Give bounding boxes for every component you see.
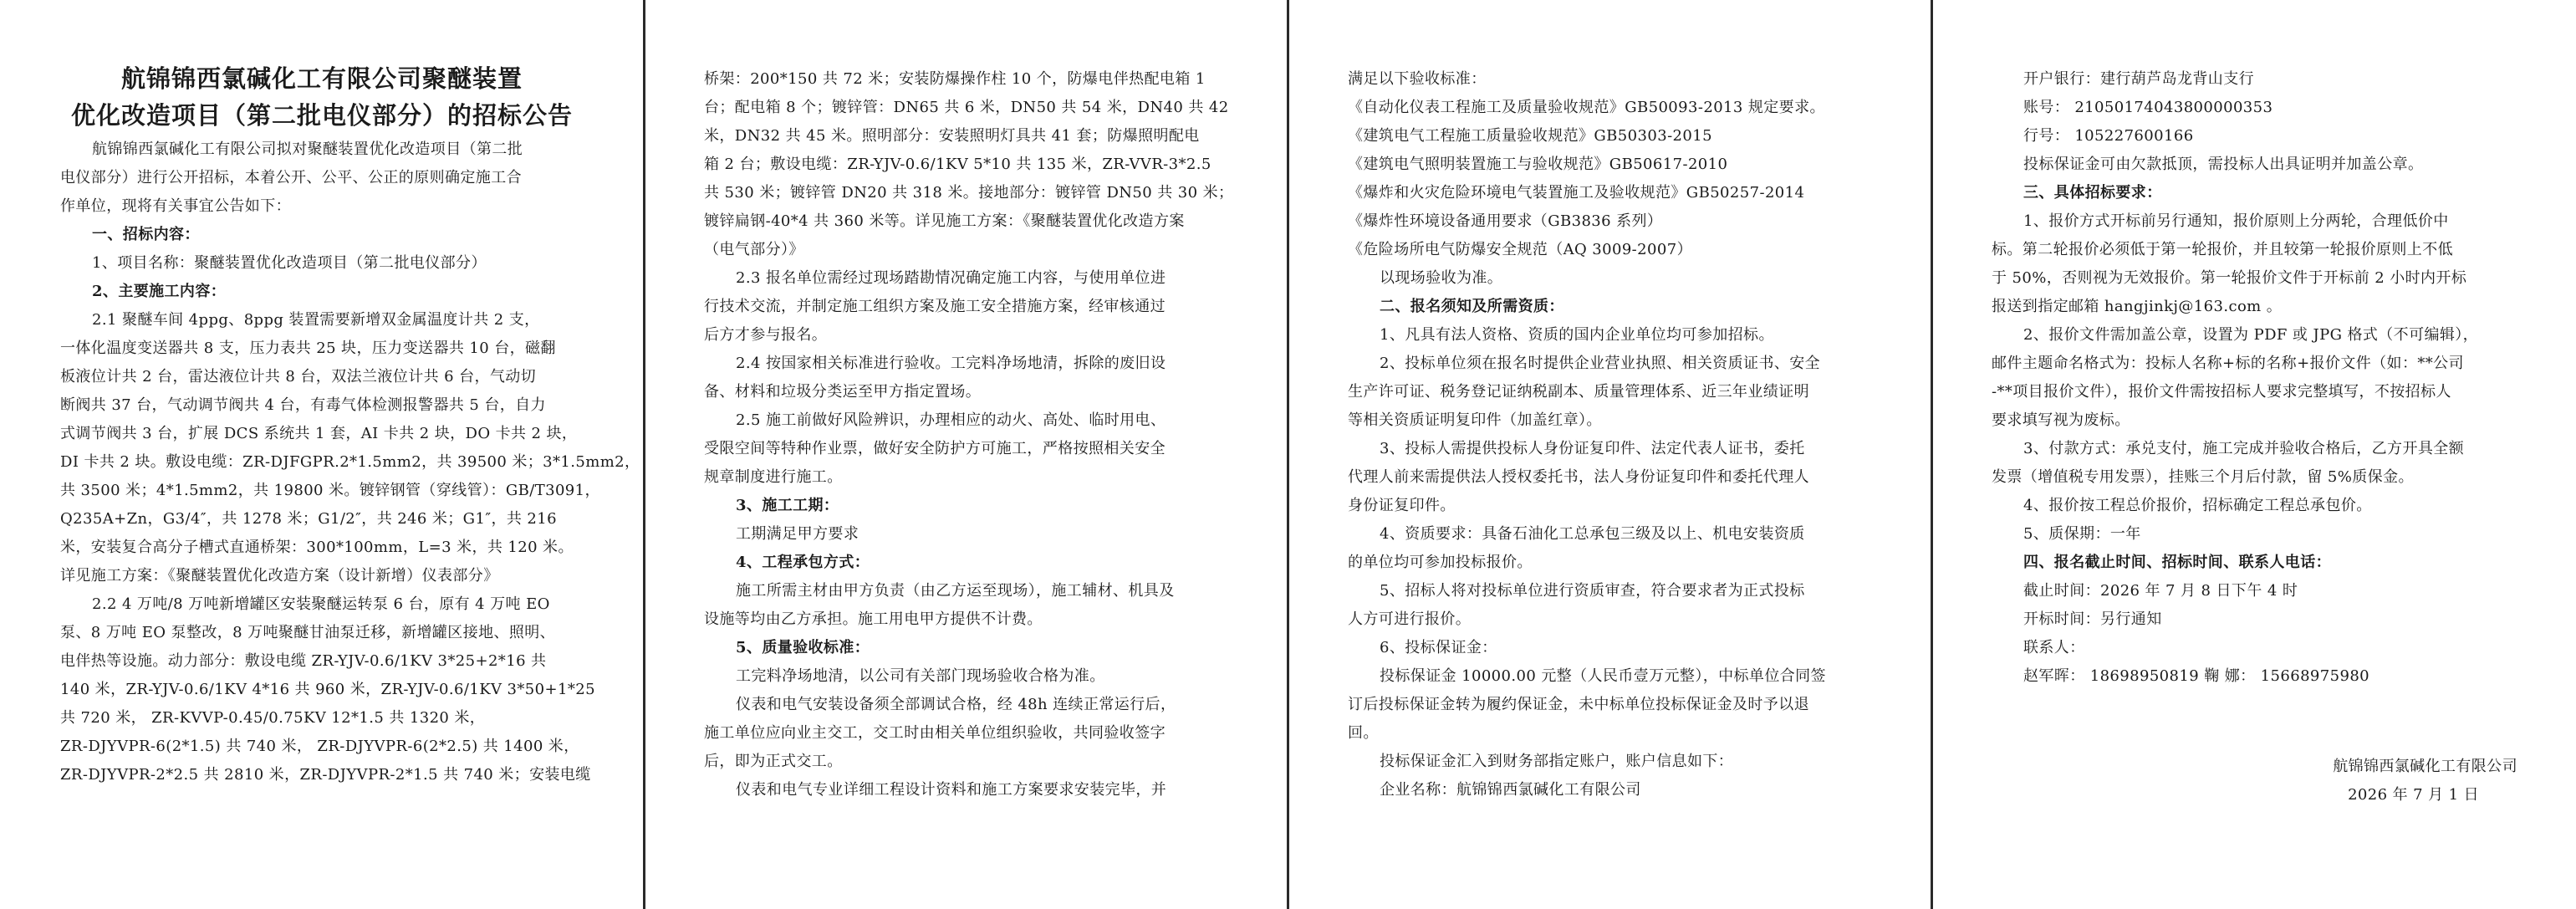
text-line: 板液位计共 2 台，雷达液位计共 8 台，双法兰液位计共 6 台，气动切 <box>60 368 537 386</box>
text-line: 航锦锦西氯碱化工有限公司拟对聚醚装置优化改造项目（第二批 <box>92 140 523 158</box>
signature-date: 2026 年 7 月 1 日 <box>2348 786 2479 804</box>
text-line: ZR-DJYVPR-2*2.5 共 2810 米，ZR-DJYVPR-2*1.5 共 740 米；安装电缆 <box>60 766 591 784</box>
text-line: 电仪部分）进行公开招标，本着公开、公平、公正的原则确定施工合 <box>60 169 522 186</box>
text-line: 140 米，ZR-YJV-0.6/1KV 4*16 共 960 米，ZR-YJV-0.6/1KV 3*50+1*25 <box>60 681 595 698</box>
signature-block <box>1931 753 2576 809</box>
text-line: 1、凡具有法人资格、资质的国内企业单位均可参加招标。 <box>1380 326 1774 344</box>
text-line: 工完料净场地清，以公司有关部门现场验收合格为准。 <box>736 667 1105 685</box>
text-line: 共 3500 米；4*1.5mm2，共 19800 米。镀锌钢管（穿线管）：GB/T3091， <box>60 482 600 499</box>
text-line: 邮件主题命名格式为：投标人名称+标的名称+报价文件（如：**公司 <box>1992 355 2464 372</box>
text-line: 米，DN32 共 45 米。照明部分：安装照明灯具共 41 套；防爆照明配电 <box>704 127 1200 145</box>
text-line: 5、质保期：一年 <box>2023 525 2141 543</box>
text-line: DI 卡共 2 块。敷设电缆：ZR-DJFGPR.2*1.5mm2，共 39500 米；3*1.5mm2， <box>60 453 640 471</box>
text-line: 账号： 21050174043800000353 <box>2023 99 2273 116</box>
text-line: 2.3 报名单位需经过现场踏勘情况确定施工内容，与使用单位进 <box>736 269 1166 287</box>
text-line: 镀锌扁钢-40*4 共 360 米等。详见施工方案：《聚醚装置优化改造方案 <box>704 212 1185 230</box>
text-line: 于 50%，否则视为无效报价。第一轮报价文件于开标前 2 小时内开标 <box>1992 269 2467 287</box>
section-heading: 3、施工工期： <box>736 497 839 514</box>
text-line: 2.4 按国家相关标准进行验收。工完料净场地清，拆除的废旧设 <box>736 355 1166 372</box>
text-line: 3、投标人需提供投标人身份证复印件、法定代表人证书，委托 <box>1380 440 1805 457</box>
page-2-body <box>644 65 1288 804</box>
text-line: 代理人前来需提供法人授权委托书，法人身份证复印件和委托代理人 <box>1348 468 1809 486</box>
text-line: 1、报价方式开标前另行通知，报价原则上分两轮，合理低价中 <box>2023 212 2449 230</box>
text-line: 仪表和电气专业详细工程设计资料和施工方案要求安装完毕，并 <box>736 781 1167 799</box>
text-line: 生产许可证、税务登记证纳税副本、质量管理体系、近三年业绩证明 <box>1348 383 1809 401</box>
text-line: 式调节阀共 3 台，扩展 DCS 系统共 1 套，AI 卡共 2 块，DO 卡共 2 块， <box>60 425 578 442</box>
text-line: 《危险场所电气防爆安全规范（AQ 3009-2007） <box>1348 241 1692 258</box>
text-line: Q235A+Zn，G3/4″，共 1278 米；G1/2″，共 246 米；G1″，共 216 <box>60 510 557 528</box>
text-line: 发票（增值税专用发票），挂账三个月后付款，留 5%质保金。 <box>1992 468 2414 486</box>
text-line: 联系人： <box>2023 639 2085 656</box>
text-line: 行号： 105227600166 <box>2023 127 2194 145</box>
text-line: 6、投标保证金： <box>1380 639 1497 656</box>
text-line: 要求填写视为废标。 <box>1992 411 2130 429</box>
text-line: 报送到指定邮箱 hangjinkj@163.com 。 <box>1992 298 2283 315</box>
text-line: 人方可进行报价。 <box>1348 610 1472 628</box>
text-line: 箱 2 台；敷设电缆：ZR-YJV-0.6/1KV 5*10 共 135 米，ZR-VVR-3*2.5 <box>704 156 1211 173</box>
text-line: 后，即为正式交工。 <box>704 753 843 770</box>
section-heading: 4、工程承包方式： <box>736 554 870 571</box>
section-heading: 四、报名截止时间、招标时间、联系人电话： <box>2023 554 2331 571</box>
text-line: 设施等均由乙方承担。施工用电甲方提供不计费。 <box>704 610 1043 628</box>
text-line: 投标保证金汇入到财务部指定账户，账户信息如下： <box>1380 753 1734 770</box>
text-line: 《自动化仪表工程施工及质量验收规范》GB50093-2013 规定要求。 <box>1348 99 1825 116</box>
text-line: 3、付款方式：承兑支付，施工完成并验收合格后，乙方开具全额 <box>2023 440 2465 457</box>
text-line: 电伴热等设施。动力部分：敷设电缆 ZR-YJV-0.6/1KV 3*25+2*16 共 <box>60 652 547 670</box>
text-line: 2、投标单位须在报名时提供企业营业执照、相关资质证书、安全 <box>1380 355 1821 372</box>
text-line: -**项目报价文件），报价文件需按招标人要求完整填写，不按招标人 <box>1992 383 2451 401</box>
text-line: 《爆炸性环境设备通用要求（GB3836 系列） <box>1348 212 1663 230</box>
text-line: 截止时间：2026 年 7 月 8 日下午 4 时 <box>2023 582 2298 600</box>
text-line: 桥架：200*150 共 72 米；安装防爆操作柱 10 个，防爆电伴热配电箱 1 <box>704 70 1206 88</box>
text-line: 共 530 米；镀锌管 DN20 共 318 米。接地部分：镀锌管 DN50 共 30 米； <box>704 184 1234 202</box>
text-line: 开标时间：另行通知 <box>2023 610 2162 628</box>
text-line: 赵军晖： 18698950819 鞠 娜： 15668975980 <box>2023 667 2370 685</box>
text-line: 5、招标人将对投标单位进行资质审查，符合要求者为正式投标 <box>1380 582 1805 600</box>
text-line: 规章制度进行施工。 <box>704 468 843 486</box>
text-line: 的单位均可参加投标报价。 <box>1348 554 1533 571</box>
text-line: 施工所需主材由甲方负责（由乙方运至现场），施工辅材、机具及 <box>736 582 1175 600</box>
text-line: 满足以下验收标准： <box>1348 70 1487 88</box>
text-line: （电气部分）》 <box>704 241 804 258</box>
text-line: 2.1 聚醚车间 4ppg、8ppg 装置需要新增双金属温度计共 2 支， <box>92 311 540 329</box>
text-line: 泵、8 万吨 EO 泵整改，8 万吨聚醚甘油泵迁移，新增罐区接地、照明、 <box>60 624 556 641</box>
section-heading: 5、质量验收标准： <box>736 639 870 656</box>
text-line: 2.2 4 万吨/8 万吨新增罐区安装聚醚运转泵 6 台，原有 4 万吨 EO <box>92 595 550 613</box>
text-line: 共 720 米， ZR-KVVP-0.45/0.75KV 12*1.5 共 1320 米， <box>60 709 486 727</box>
text-line: 一体化温度变送器共 8 支，压力表共 25 块，压力变送器共 10 台，磁翻 <box>60 340 556 357</box>
text-line: 《爆炸和火灾危险环境电气装置施工及验收规范》GB50257-2014 <box>1348 184 1805 202</box>
text-line: 受限空间等特种作业票，做好安全防护方可施工，严格按照相关安全 <box>704 440 1166 457</box>
text-line: 投标保证金可由欠款抵顶，需投标人出具证明并加盖公章。 <box>2023 156 2424 173</box>
page-1-title <box>0 60 644 134</box>
text-line: 后方才参与报名。 <box>704 326 828 344</box>
page-2 <box>644 0 1288 909</box>
text-line: 2、报价文件需加盖公章，设置为 PDF 或 JPG 格式（不可编辑）， <box>2023 326 2479 344</box>
page-3 <box>1288 0 1931 909</box>
text-line: 行技术交流，并制定施工组织方案及施工安全措施方案，经审核通过 <box>704 298 1166 315</box>
text-line: 以现场验收为准。 <box>1380 269 1503 287</box>
text-line: 断阀共 37 台，气动调节阀共 4 台，有毒气体检测报警器共 5 台，自力 <box>60 396 546 414</box>
text-line: 工期满足甲方要求 <box>736 525 860 543</box>
text-line: 施工单位应向业主交工，交工时由相关单位组织验收，共同验收签字 <box>704 724 1166 742</box>
text-line: 标。第二轮报价必须低于第一轮报价，并且较第一轮报价原则上不低 <box>1992 241 2453 258</box>
text-line: 《建筑电气工程施工质量验收规范》GB50303-2015 <box>1348 127 1712 145</box>
text-line: 备、材料和垃圾分类运至甲方指定置场。 <box>704 383 982 401</box>
text-line: ZR-DJYVPR-6(2*1.5) 共 740 米， ZR-DJYVPR-6(2*2.5) 共 1400 米， <box>60 738 579 755</box>
page-4-body <box>1931 65 2576 691</box>
page-1 <box>0 0 644 909</box>
page-4 <box>1931 0 2576 909</box>
title-line-1: 航锦锦西氯碱化工有限公司聚醚装置 <box>120 64 523 93</box>
text-line: 身份证复印件。 <box>1348 497 1456 514</box>
text-line: 投标保证金 10000.00 元整（人民币壹万元整），中标单位合同签 <box>1380 667 1826 685</box>
text-line: 4、资质要求：具备石油化工总承包三级及以上、机电安装资质 <box>1380 525 1805 543</box>
text-line: 作单位，现将有关事宜公告如下： <box>60 197 291 215</box>
text-line: 米，安装复合高分子槽式直通桥架：300*100mm，L=3 米，共 120 米。 <box>60 539 574 556</box>
page-1-body <box>0 135 644 789</box>
section-heading: 二、报名须知及所需资质： <box>1380 298 1564 315</box>
text-line: 《建筑电气照明装置施工与验收规范》GB50617-2010 <box>1348 156 1728 173</box>
text-line: 2.5 施工前做好风险辨识，办理相应的动火、高处、临时用电、 <box>736 411 1166 429</box>
section-heading: 2、主要施工内容： <box>92 283 227 300</box>
text-line: 1、项目名称：聚醚装置优化改造项目（第二批电仪部分） <box>92 254 487 272</box>
section-heading: 三、具体招标要求： <box>2023 184 2162 202</box>
text-line: 开户银行：建行葫芦岛龙背山支行 <box>2023 70 2254 88</box>
section-heading: 一、招标内容： <box>92 226 200 243</box>
text-line: 企业名称：航锦锦西氯碱化工有限公司 <box>1380 781 1641 799</box>
page-3-body <box>1288 65 1931 804</box>
text-line: 回。 <box>1348 724 1379 742</box>
text-line: 等相关资质证明复印件（加盖红章）。 <box>1348 411 1602 429</box>
text-line: 仪表和电气安装设备须全部调试合格，经 48h 连续正常运行后， <box>736 696 1176 713</box>
text-line: 详见施工方案：《聚醚装置优化改造方案（设计新增）仪表部分》 <box>60 567 499 585</box>
text-line: 台；配电箱 8 个；镀锌管：DN65 共 6 米，DN50 共 54 米，DN40 共 42 <box>704 99 1229 116</box>
text-line: 订后投标保证金转为履约保证金，未中标单位投标保证金及时予以退 <box>1348 696 1809 713</box>
text-line: 4、报价按工程总价报价，招标确定工程总承包价。 <box>2023 497 2372 514</box>
title-line-2: 优化改造项目（第二批电仪部分）的招标公告 <box>70 101 573 130</box>
signature-company: 航锦锦西氯碱化工有限公司 <box>2333 758 2517 775</box>
